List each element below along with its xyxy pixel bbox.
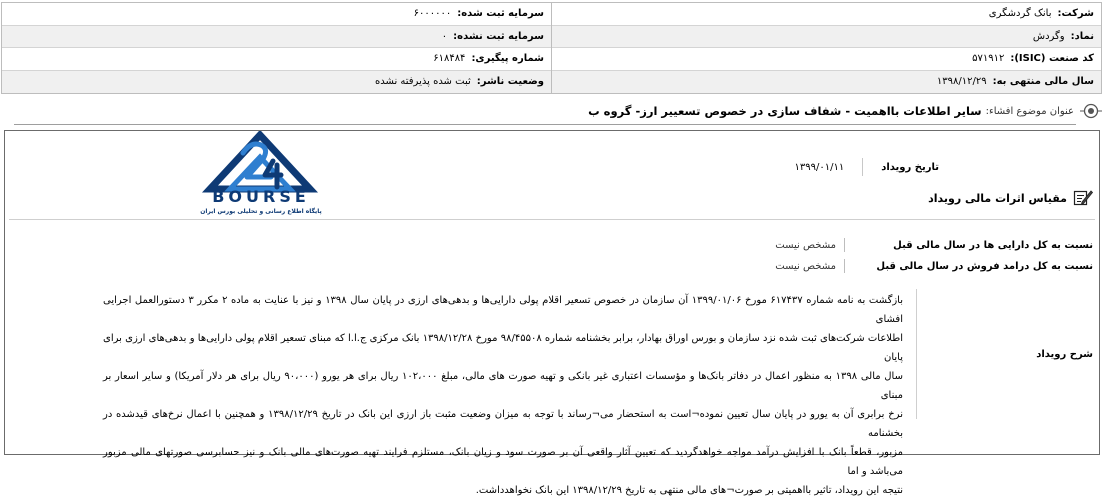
- field-divider: [862, 158, 863, 176]
- unregistered-capital-value: ۰: [441, 30, 448, 42]
- company-info-grid: [1, 2, 1102, 94]
- bourse-logo: [185, 131, 335, 221]
- event-description-text: [103, 291, 903, 500]
- effect-revenue-label: نسبت به کل درامد فروش در سال مالی قبل: [876, 260, 1093, 272]
- event-date-field: [795, 158, 940, 176]
- target-bullet-icon: [1080, 100, 1102, 122]
- tracking-number-value: ۶۱۸۴۸۴: [433, 53, 466, 65]
- company-info-left-column: [2, 3, 552, 93]
- edit-note-icon: [1073, 188, 1093, 209]
- field-divider: [844, 259, 845, 273]
- isic-value: ۵۷۱۹۱۲: [972, 53, 1005, 65]
- description-divider: [916, 289, 917, 419]
- description-line: مزبور، قطعاً بانک با افزایش درآمد مواجه خواهدگردید که تعیین آثار واقعی آن بر صورت سود و زیان بانک، مستلزم فرایند تهیه صورت‌های مالی بانک و نیز حسابرسی صورتهای مالی مزبور می‌باشد و اما: [103, 447, 903, 477]
- publisher-status-value: ثبت شده پذیرفته نشده: [375, 76, 471, 88]
- registered-capital-row: [2, 3, 551, 26]
- effect-row-revenue: [775, 258, 1093, 274]
- fiscal-year-label: سال مالی منتهی به:: [992, 76, 1094, 88]
- description-line: سال مالی ۱۳۹۸ به منظور اعمال در دفاتر بانک‌ها و مؤسسات اعتباری غیر بانکی و تهیه صورت های مالی، مبلغ ۱۰۲،۰۰۰ ریال برای هر یورو (۹۰،۰۰۰ ریال برای هر دلار آمریکا) و سایر اسعار بر مبنای: [103, 371, 903, 401]
- fiscal-year-row: [552, 71, 1101, 94]
- disclosure-subject: [12, 98, 1102, 124]
- subject-title: سایر اطلاعات بااهمیت - شفاف سازی در خصوص تسعییر ارز- گروه ب: [588, 104, 982, 118]
- registered-capital-label: سرمایه ثبت شده:: [457, 8, 544, 20]
- financial-effects-title: مقیاس اثرات مالی رویداد: [928, 192, 1067, 205]
- isic-label: کد صنعت (ISIC):: [1010, 53, 1094, 65]
- section-divider: [9, 219, 1095, 220]
- subject-divider: [14, 124, 1076, 125]
- symbol-label: نماد:: [1070, 30, 1094, 42]
- fiscal-year-value: ۱۳۹۸/۱۲/۲۹: [936, 76, 987, 88]
- isic-row: [552, 48, 1101, 71]
- symbol-row: [552, 26, 1101, 49]
- publisher-status-row: [2, 71, 551, 94]
- publisher-status-label: وضعیت ناشر:: [476, 76, 544, 88]
- bourse-logo-mark: [185, 131, 335, 193]
- description-line: اطلاعات شرکت‌های ثبت شده نزد سازمان و بورس اوراق بهادار، برابر بخشنامه شماره ۹۸/۴۵۵۰۸ مورخ ۱۳۹۸/۱۲/۲۸ بانک مرکزی ج.ا.ا که مبنای تسعیر اقلام پولی دارایی‌ها و بدهی‌های ارزی برای پایان: [103, 333, 903, 363]
- tracking-number-row: [2, 48, 551, 71]
- registered-capital-value: ۶۰۰۰۰۰۰: [413, 8, 452, 20]
- unregistered-capital-label: سرمایه ثبت نشده:: [453, 30, 544, 42]
- event-date-label: تاریخ رویداد: [881, 161, 939, 173]
- bourse-logo-subtitle: پایگاه اطلاع رسانی و تحلیلی بورس ایران: [200, 208, 322, 215]
- effect-assets-value: مشخص نیست: [775, 239, 836, 251]
- unregistered-capital-row: [2, 26, 551, 49]
- financial-effects-heading: [928, 188, 1093, 209]
- effect-revenue-value: مشخص نیست: [775, 260, 836, 272]
- subject-caption: عنوان موضوع افشاء:: [985, 105, 1074, 117]
- event-date-value: ۱۳۹۹/۰۱/۱۱: [794, 161, 845, 173]
- event-description-label: شرح رویداد: [1036, 349, 1093, 360]
- bourse-wordmark: BOURSE: [212, 187, 310, 206]
- description-line: بازگشت به نامه شماره ۶۱۷۴۳۷ مورخ ۱۳۹۹/۰۱/۰۶ آن سازمان در خصوص تسعیر اقلام پولی دارایی‌ها و بدهی‌های ارزی در پایان سال ۱۳۹۸ و نیز با عنایت به ماده ۲ مکرر ۳ دستورالعمل اجرایی افشای: [103, 295, 903, 325]
- description-line: نرخ برابری آن به یورو در پایان سال تعیین نموده¬است به استحضار می¬رساند با توجه به میزان وضعیت مثبت باز ارزی این بانک در تاریخ ۱۳۹۸/۱۲/۲۹ و همچنین با اعمال نرخ‌های قیدشده در بخشنامه: [103, 409, 903, 439]
- company-value: بانک گردشگری: [988, 8, 1052, 20]
- effect-assets-label: نسبت به کل دارایی ها در سال مالی قبل: [893, 239, 1093, 251]
- effect-row-assets: [775, 237, 1093, 253]
- tracking-number-label: شماره پیگیری:: [471, 53, 544, 65]
- company-row: [552, 3, 1101, 26]
- announcement-panel: [4, 130, 1100, 496]
- symbol-value: وگردش: [1032, 30, 1065, 42]
- company-label: شرکت:: [1057, 8, 1094, 20]
- field-divider: [844, 238, 845, 252]
- description-line: نتیجه این رویداد، تاثیر بااهمیتی بر صورت¬های مالی منتهی به تاریخ ۱۳۹۸/۱۲/۲۹ این بانک نخواهدداشت.: [475, 485, 903, 496]
- company-info-right-column: [552, 3, 1101, 93]
